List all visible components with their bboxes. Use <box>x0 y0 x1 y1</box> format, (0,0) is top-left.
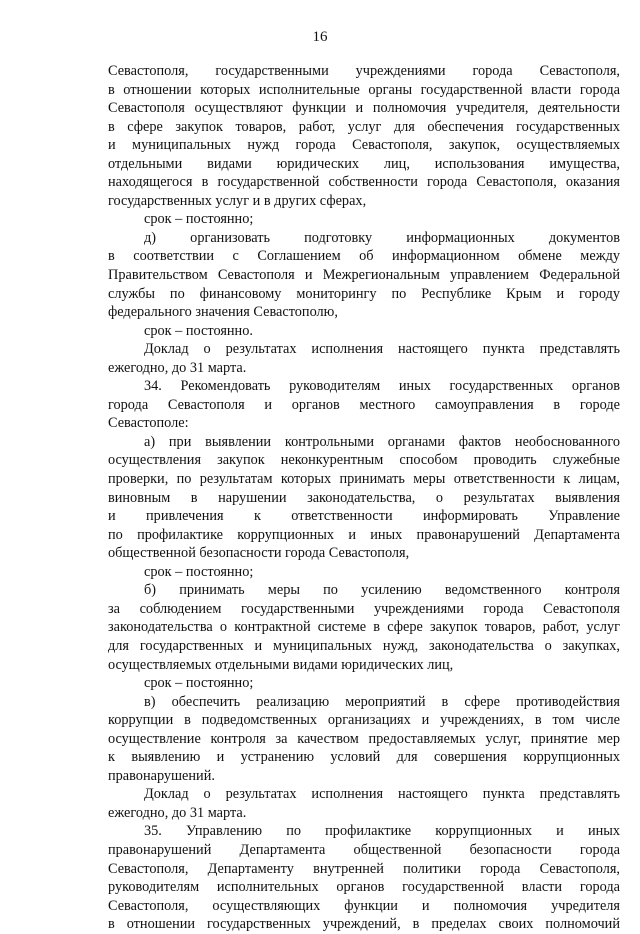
text-line: и муниципальных нужд города Севастополя, закупок, осуществляемых <box>108 137 620 154</box>
text-line: срок – постоянно; <box>144 563 254 580</box>
document-body <box>108 62 620 934</box>
text-line: Севастополе: <box>108 415 189 432</box>
text-line: в сфере закупок товаров, работ, услуг для обеспечения государственных <box>108 118 620 135</box>
text-line: за соблюдением государственными учреждениями города Севастополя <box>108 600 620 617</box>
text-line: Севастополя осуществляют функции и полномочия учредителя, деятельности <box>108 100 620 117</box>
text-line: для государственных и муниципальных нужд, законодательства о закупках, <box>108 637 620 654</box>
text-line: в отношении государственных учреждений, в пределах своих полномочий <box>108 916 620 933</box>
text-line: Доклад о результатах исполнения настоящего пункта представлять <box>144 786 620 803</box>
text-line: правонарушений Департамента общественной безопасности города <box>108 841 620 858</box>
text-line: службы по финансовому мониторингу по Республике Крым и городу <box>108 285 620 302</box>
text-line: коррупции в подведомственных организациях и учреждениях, в том числе <box>108 712 620 729</box>
text-line: государственных услуг и в других сферах, <box>108 192 367 209</box>
text-line: виновным в нарушении законодательства, о результатах выявления <box>108 489 620 506</box>
text-line: срок – постоянно. <box>144 322 253 339</box>
text-line: а) при выявлении контрольными органами фактов необоснованного <box>144 433 620 450</box>
text-line: руководителям исполнительных органов государственной власти города <box>108 879 620 896</box>
text-line: к выявлению и устранению условий для совершения коррупционных <box>108 749 620 766</box>
text-line: правонарушений. <box>108 767 215 784</box>
text-line: федерального значения Севастополю, <box>108 304 338 321</box>
text-line: Правительством Севастополя и Межрегиональным управлением Федеральной <box>108 267 620 284</box>
text-line: по профилактике коррупционных и иных правонарушений Департамента <box>108 526 620 543</box>
text-line: находящегося в государственной собственности города Севастополя, оказания <box>108 174 620 191</box>
text-line: срок – постоянно; <box>144 211 254 228</box>
text-line: города Севастополя и органов местного самоуправления в городе <box>108 396 620 413</box>
text-line: отдельными видами юридических лиц, использования имущества, <box>108 155 620 172</box>
text-line: Доклад о результатах исполнения настоящего пункта представлять <box>144 341 620 358</box>
text-line: ежегодно, до 31 марта. <box>108 359 247 376</box>
text-line: 34. Рекомендовать руководителям иных государственных органов <box>144 378 620 395</box>
text-line: законодательства о контрактной системе в сфере закупок товаров, работ, услуг <box>108 619 620 636</box>
text-line: б) принимать меры по усилению ведомственного контроля <box>144 582 620 599</box>
text-line: Севастополя, государственными учреждениями города Севастополя, <box>108 63 620 79</box>
text-line: ежегодно, до 31 марта. <box>108 804 247 821</box>
text-line: д) организовать подготовку информационных документов <box>144 229 620 246</box>
page-number: 16 <box>312 29 328 45</box>
text-line: Севастополя, Департаменту внутренней политики города Севастополя, <box>108 860 620 877</box>
text-line: Севастополя, осуществляющих функции и полномочия учредителя <box>108 897 620 914</box>
text-line: общественной безопасности города Севастополя, <box>108 545 410 562</box>
text-line: 35. Управлению по профилактике коррупционных и иных <box>144 823 620 840</box>
text-line: осуществления закупок неконкурентным способом проводить служебные <box>108 452 620 469</box>
text-line: и привлечения к ответственности информировать Управление <box>108 508 620 525</box>
text-line: осуществление контроля за качеством предоставляемых услуг, принятие мер <box>108 730 620 747</box>
text-line: в отношении которых исполнительные органы государственной власти города <box>108 81 620 98</box>
text-line: срок – постоянно; <box>144 675 254 692</box>
text-line: осуществляемых отдельными видами юридических лиц, <box>108 656 454 673</box>
text-line: проверки, по результатам которых принимать меры ответственности к лицам, <box>108 471 620 488</box>
text-line: в) обеспечить реализацию мероприятий в сфере противодействия <box>144 693 620 710</box>
text-line: в соответствии с Соглашением об информационном обмене между <box>108 248 620 265</box>
